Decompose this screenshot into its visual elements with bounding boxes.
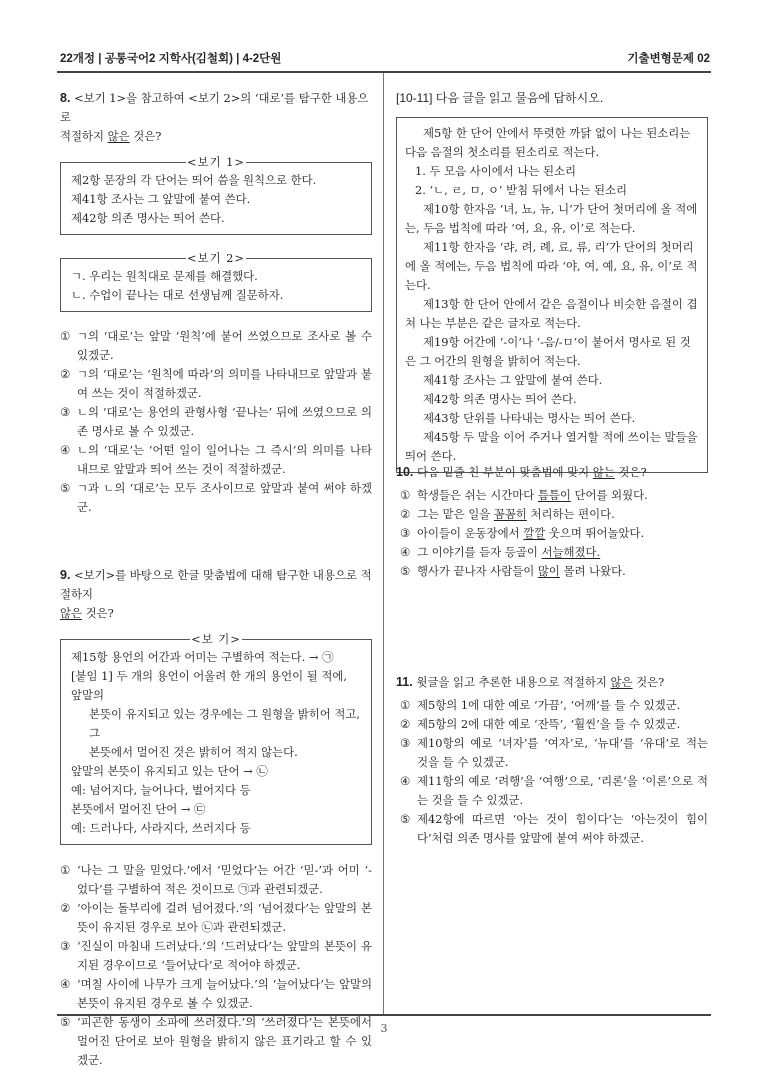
q11-option-3[interactable]: ③ 제10항의 예로 ‘녀자’를 ‘여자’로, ‘뉴대’를 ‘유대’로 적는 것을 들 수 있겠군.: [400, 736, 708, 769]
q10-option-5[interactable]: ⑤ 행사가 끝나자 사람들이 많이 몰려 나왔다.: [400, 564, 626, 578]
question-10: [396, 463, 708, 581]
question-11: [396, 673, 708, 848]
passage-line: 제10항 한자음 ‘녀, 뇨, 뉴, 니’가 단어 첫머리에 올 적에는, 두음 법칙에 따라 ‘여, 요, 유, 이’로 적는다.: [405, 202, 698, 235]
q9-box-line: 예: 드러나다, 사라지다, 쓰러지다 등: [71, 821, 251, 835]
passage-line: 제19항 어간에 ‘-이’나 ‘-음/-ㅁ’이 붙어서 명사로 된 것은 그 어간의 원형을 밝히어 적는다.: [405, 335, 691, 368]
q9-number: 9.: [60, 568, 71, 582]
q9-box-line: 제15항 용언의 어간과 어미는 구별하여 적는다. → ㉠: [71, 650, 334, 664]
passage-line: 제43항 단위를 나타내는 명사는 띄어 쓴다.: [423, 411, 636, 425]
q10-option-2[interactable]: ② 그는 맡은 일을 꼼꼼히 처리하는 편이다.: [400, 507, 615, 521]
q10-options: [396, 486, 708, 581]
passage-line: 제42항 의존 명사는 띄어 쓴다.: [423, 392, 577, 406]
q11-options: [396, 696, 708, 848]
q10-option-1[interactable]: ① 학생들은 쉬는 시간마다 틈틈이 단어를 외웠다.: [400, 488, 648, 502]
q9-options: [60, 861, 372, 1070]
q8-box1: [60, 155, 372, 235]
q8-box1-title: <보기 1>: [187, 155, 245, 169]
q11-stem: 11. 윗글을 읽고 추론한 내용으로 적절하지 않은 것은?: [396, 675, 665, 689]
passage-section: [396, 89, 708, 473]
q11-option-5[interactable]: ⑤ 제42항에 따르면 ‘아는 것이 힘이다’는 ‘아는것이 힘이다’처럼 의존 명사를 앞말에 붙여 써야 하겠군.: [400, 812, 708, 845]
passage-line: 제11항 한자음 ‘랴, 려, 례, 료, 류, 리’가 단어의 첫머리에 올 적에는, 두음 법칙에 따라 ‘야, 여, 예, 요, 유, 이’로 적는다.: [405, 240, 698, 292]
q8-option-4[interactable]: ④ ㄴ의 ‘대로’는 ‘어떤 일이 일어나는 그 즉시’의 의미를 나타내므로 앞말과 띄어 쓰는 것이 적절하겠군.: [60, 443, 372, 476]
passage-line: 제41항 조사는 그 앞말에 붙여 쓴다.: [423, 373, 603, 387]
q10-option-4[interactable]: ④ 그 이야기를 듣자 등골이 서늘해졌다.: [400, 545, 601, 559]
q11-option-2[interactable]: ② 제5항의 2에 대한 예로 ‘잔뜩’, ‘훨씬’을 들 수 있겠군.: [400, 717, 681, 731]
q9-box-title: <보 기>: [191, 632, 241, 646]
q8-box1-line: 제2항 문장의 각 단어는 띄어 씀을 원칙으로 한다.: [71, 173, 317, 187]
q9-option-3[interactable]: ③ ‘진실이 마침내 드러났다.’의 ‘드러났다’는 앞말의 본뜻이 유지된 경우이므로 ‘들어났다’로 적어야 하겠군.: [60, 939, 372, 972]
q8-options: [60, 327, 372, 517]
q9-option-1[interactable]: ① ‘나는 그 말을 믿었다.’에서 ‘믿었다’는 어간 ‘믿-’과 어미 ‘-었다’를 구별하여 적은 것이므로 ㉠과 관련되겠군.: [60, 863, 372, 896]
header-left: 22개정 | 공통국어2 지학사(김철회) | 4-2단원: [60, 53, 282, 65]
q9-stem: 9. <보기>를 바탕으로 한글 맞춤법에 대해 탐구한 내용으로 적절하지 않은 것은?: [60, 568, 372, 620]
q9-option-2[interactable]: ② ‘아이는 돌부리에 걸려 넘어졌다.’의 ‘넘어졌다’는 앞말의 본뜻이 유지된 경우로 보아 ㉡과 관련되겠군.: [60, 901, 372, 934]
q8-stem: 8. <보기 1>을 참고하여 <보기 2>의 ‘대로’를 탐구한 내용으로 적절하지 않은 것은?: [60, 91, 369, 143]
q8-box2-line: ㄴ. 수업이 끝나는 대로 선생님께 질문하자.: [71, 288, 284, 302]
q8-option-5[interactable]: ⑤ ㄱ과 ㄴ의 ‘대로’는 모두 조사이므로 앞말과 붙여 써야 하겠군.: [60, 481, 372, 514]
q8-box2: [60, 251, 372, 312]
q10-stem: 10. 다음 밑줄 친 부분이 맞춤법에 맞지 않는 것은?: [396, 465, 647, 479]
q9-option-4[interactable]: ④ ‘며칠 사이에 나무가 크게 늘어났다.’의 ‘늘어났다’는 앞말의 본뜻이 유지된 경우로 볼 수 있겠군.: [60, 977, 372, 1010]
q9-box-line: 본뜻에서 멀어진 단어 → ㉢: [71, 802, 206, 816]
q8-box2-line: ㄱ. 우리는 원칙대로 문제를 해결했다.: [71, 269, 258, 283]
passage-box: [396, 117, 708, 473]
passage-line: 1. 두 모음 사이에서 나는 된소리: [415, 164, 577, 178]
q8-box2-title: <보기 2>: [187, 251, 245, 265]
column-divider: [383, 73, 384, 1014]
q8-option-3[interactable]: ③ ㄴ의 ‘대로’는 용언의 관형사형 ‘끝나는’ 뒤에 쓰였으므로 의존 명사로 볼 수 있겠군.: [60, 405, 372, 438]
q10-number: 10.: [396, 465, 414, 479]
q10-option-3[interactable]: ③ 아이들이 운동장에서 깔깔 웃으며 뛰어놀았다.: [400, 526, 645, 540]
passage-line: 제13항 한 단어 안에서 같은 음절이나 비슷한 음절이 겹쳐 나는 부분은 같은 글자로 적는다.: [405, 297, 698, 330]
q9-box-line: 예: 넘어지다, 늘어나다, 벌어지다 등: [71, 783, 251, 797]
q8-option-2[interactable]: ② ㄱ의 ‘대로’는 ‘원칙에 따라’의 의미를 나타내므로 앞말과 붙여 쓰는 것이 적절하겠군.: [60, 367, 372, 400]
q9-box-line: 본뜻에서 멀어진 것은 밝히어 적지 않는다.: [89, 745, 298, 759]
q9-option-5[interactable]: ⑤ ‘피곤한 동생이 소파에 쓰러졌다.’의 ‘쓰러졌다’는 본뜻에서 멀어진 단어로 보아 원형을 밝히지 않은 표기라고 할 수 있겠군.: [60, 1015, 372, 1067]
q11-option-4[interactable]: ④ 제11항의 예로 ‘려행’을 ‘여행’으로, ‘리론’을 ‘이론’으로 적는 것을 들 수 있겠군.: [400, 774, 708, 807]
header-right: 기출변형문제 02: [627, 53, 710, 65]
passage-intro: [10-11] 다음 글을 읽고 물음에 답하시오.: [396, 91, 604, 105]
q8-option-1[interactable]: ① ㄱ의 ‘대로’는 앞말 ‘원칙’에 붙어 쓰였으므로 조사로 볼 수 있겠군.: [60, 329, 372, 362]
page-number: 3: [380, 1022, 388, 1035]
q11-option-1[interactable]: ① 제5항의 1에 대한 예로 ‘가끔’, ‘어깨’를 들 수 있겠군.: [400, 698, 681, 712]
question-9: [60, 566, 372, 1070]
q8-number: 8.: [60, 91, 71, 105]
q9-box-line: [붙임 1] 두 개의 용언이 어울려 한 개의 용언이 될 적에, 앞말의: [71, 669, 348, 702]
q9-box: [60, 632, 372, 845]
passage-line: 제45항 두 말을 이어 주거나 열거할 적에 쓰이는 말들을 띄어 쓴다.: [405, 430, 698, 463]
footer-rule: [57, 1014, 711, 1016]
q9-box-line: 앞말의 본뜻이 유지되고 있는 단어 → ㉡: [71, 764, 268, 778]
q8-box1-line: 제41항 조사는 그 앞말에 붙여 쓴다.: [71, 192, 251, 206]
passage-line: 제5항 한 단어 안에서 뚜렷한 까닭 없이 나는 된소리는 다음 음절의 첫소리를 된소리로 적는다.: [405, 126, 691, 159]
q9-box-line: 본뜻이 유지되고 있는 경우에는 그 원형을 밝히어 적고, 그: [89, 707, 361, 740]
passage-line: 2. ‘ㄴ, ㄹ, ㅁ, ㅇ’ 받침 뒤에서 나는 된소리: [415, 183, 627, 197]
q11-number: 11.: [396, 675, 413, 689]
question-8: [60, 89, 372, 517]
q8-box1-line: 제42항 의존 명사는 띄어 쓴다.: [71, 211, 225, 225]
header-rule: [57, 71, 711, 73]
